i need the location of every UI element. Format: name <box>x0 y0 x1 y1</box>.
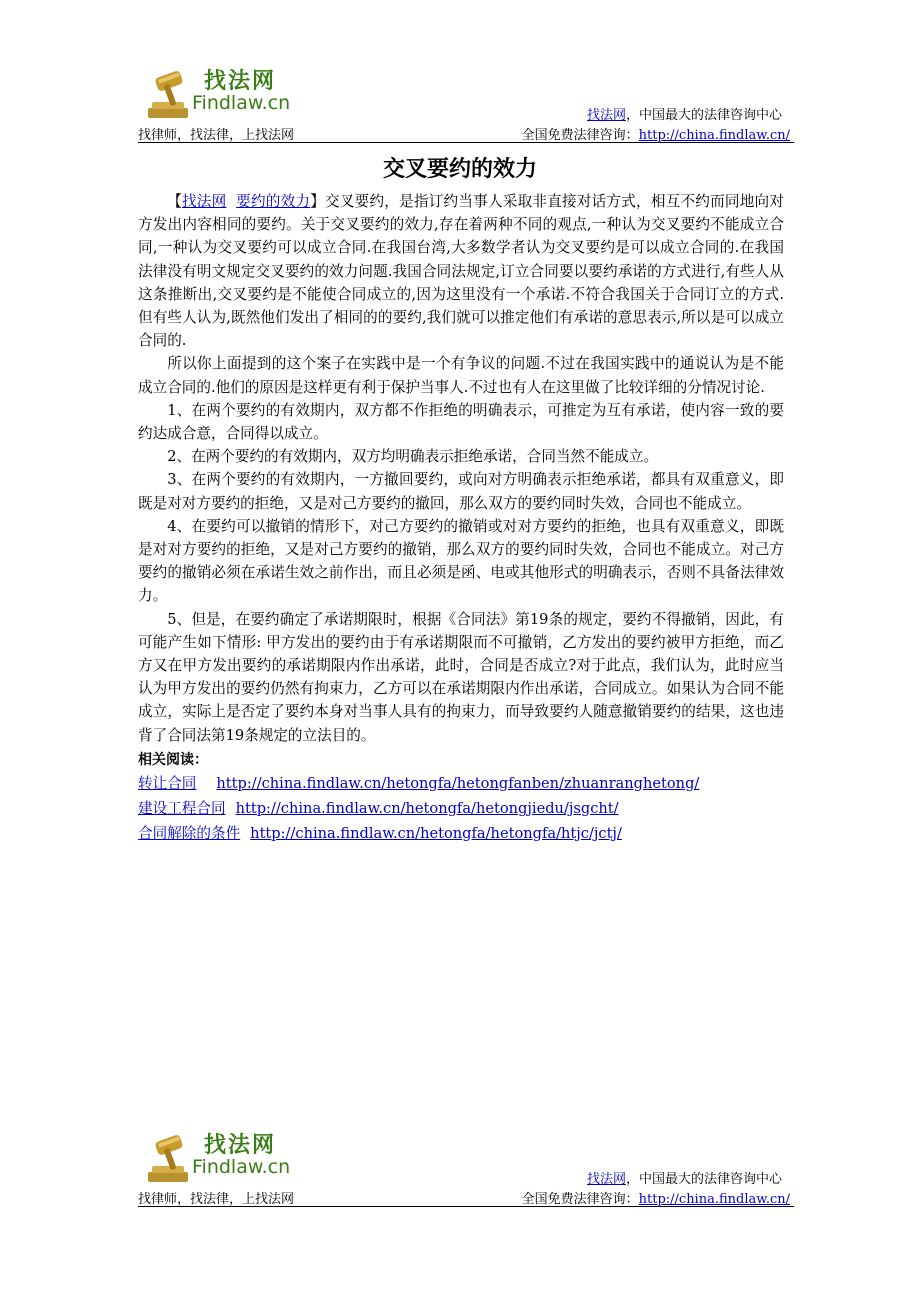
bracket-open: 【 <box>167 193 182 210</box>
related-link-url[interactable]: http://china.findlaw.cn/hetongfa/hetongfanben/zhuanranghetong/ <box>216 774 700 792</box>
related-link-label[interactable]: 合同解除的条件 <box>138 824 241 842</box>
header-site-line <box>587 104 782 123</box>
related-link-url[interactable]: http://china.findlaw.cn/hetongfa/hetongjiedu/jsgcht/ <box>235 799 619 817</box>
header-divider <box>138 1206 794 1207</box>
header-consult-line <box>522 124 790 143</box>
header-slogan: 找律师，找法律，上找法网 <box>138 1192 295 1207</box>
paragraph-2: 所以你上面提到的这个案子在实践中是一个有争议的问题.不过在我国实践中的通说认为是不能成立合同的.他们的原因是这样更有利于保护当事人.不过也有人在这里做了比较详细的分情况讨论. <box>138 355 784 396</box>
findlaw-site-link[interactable]: 找法网 <box>586 1172 626 1187</box>
consult-label: 全国免费法律咨询： <box>521 1192 639 1207</box>
paragraph-3: 1、在两个要约的有效期内，双方都不作拒绝的明确表示，可推定为互有承诺，使内容一致的要约达成合意，合同得以成立。 <box>138 401 784 443</box>
related-item <box>138 821 784 846</box>
bracket-close: 】 <box>310 193 326 210</box>
paragraph-1 <box>138 190 784 352</box>
related-link-url[interactable]: http://china.findlaw.cn/hetongfa/hetongfa/htjc/jctj/ <box>250 824 622 842</box>
related-item <box>138 796 784 821</box>
header-consult-line <box>522 1188 790 1207</box>
page-footer-header <box>138 1126 794 1206</box>
related-reading-title: 相关阅读： <box>138 751 208 768</box>
findlaw-site-link[interactable]: 找法网 <box>586 108 626 123</box>
logo-text-cn: 找法网 <box>204 69 277 94</box>
consult-url-link[interactable]: http://china.findlaw.cn/ <box>638 128 790 143</box>
logo-text-en: Findlaw.cn <box>192 92 291 114</box>
paragraph-7: 5、但是，在要约确定了承诺期限时，根据《合同法》第19条的规定，要约不得撤销，因此，有可能产生如下情形: 甲方发出的要约由于有承诺期限而不可撤销，乙方发出的要约被甲方拒绝，而乙方又在甲方发出要约的承诺期限内作出承诺，此时，合同是否成立?对于此点，我们认为，此时应当认为甲方发出的要约仍然有拘束力，乙方可以在承诺期限内作出承诺，合同成立。如果认为合同不能成立，实际上是否定了要约本身对当事人具有的拘束力，而导致要约人随意撤销要约的结果，这也违背了合同法第19条规定的立法目的。 <box>138 610 784 744</box>
logo-text-cn: 找法网 <box>204 1133 277 1158</box>
paragraph-4: 2、在两个要约的有效期内，双方均明确表示拒绝承诺，合同当然不能成立。 <box>167 448 659 466</box>
findlaw-logo[interactable] <box>142 64 302 120</box>
page-header <box>138 62 794 142</box>
related-link-label[interactable]: 转让合同 <box>138 774 197 792</box>
article-title: 交叉要约的效力 <box>382 157 537 182</box>
related-link-label[interactable]: 建设工程合同 <box>138 799 226 817</box>
site-description: ，中国最大的法律咨询中心 <box>625 1172 782 1187</box>
findlaw-logo[interactable] <box>142 1128 302 1184</box>
paragraph-5: 3、在两个要约的有效期内，一方撤回要约，或向对方明确表示拒绝承诺，都具有双重意义，即既是对对方要约的拒绝，又是对己方要约的撤回，那么双方的要约同时失效，合同也不能成立。 <box>138 471 784 512</box>
intro-link-findlaw[interactable]: 找法网 <box>182 193 227 210</box>
header-site-line <box>587 1168 782 1187</box>
related-item <box>138 771 784 796</box>
header-divider <box>138 142 794 143</box>
paragraph-1-text: 交叉要约，是指订约当事人采取非直接对话方式，相互不约而同地向对方发出内容相同的要约。关于交叉要约的效力,存在着两种不同的观点,一种认为交叉要约不能成立合同,一种认为交叉要约可以成立合同.在我国台湾,大多数学者认为交叉要约是可以成立合同的.在我国法律没有明文规定交叉要约的效力问题.我国合同法规定,订立合同要以要约承诺的方式进行,有些人从这条推断出,交叉要约是不能使合同成立的,因为这里没有一个承诺.不符合我国关于合同订立的方式.但有些人认为,既然他们发出了相同的的要约,我们就可以推定他们有承诺的意思表示,所以是可以成立合同的. <box>138 193 784 350</box>
header-slogan: 找律师，找法律，上找法网 <box>138 128 295 143</box>
consult-label: 全国免费法律咨询： <box>521 128 639 143</box>
intro-link-offer-validity[interactable]: 要约的效力 <box>236 193 311 210</box>
site-description: ，中国最大的法律咨询中心 <box>625 108 782 123</box>
logo-text-en: Findlaw.cn <box>192 1156 291 1178</box>
consult-url-link[interactable]: http://china.findlaw.cn/ <box>638 1192 790 1207</box>
paragraph-6: 4、在要约可以撤销的情形下，对己方要约的撤销或对对方要约的拒绝，也具有双重意义，即既是对对方要约的拒绝，又是对己方要约的撤销，那么双方的要约同时失效，合同也不能成立。对己方要约的撤销必须在承诺生效之前作出，而且必须是函、电或其他形式的明确表示，否则不具备法律效力。 <box>138 517 784 605</box>
article-body <box>138 190 784 846</box>
